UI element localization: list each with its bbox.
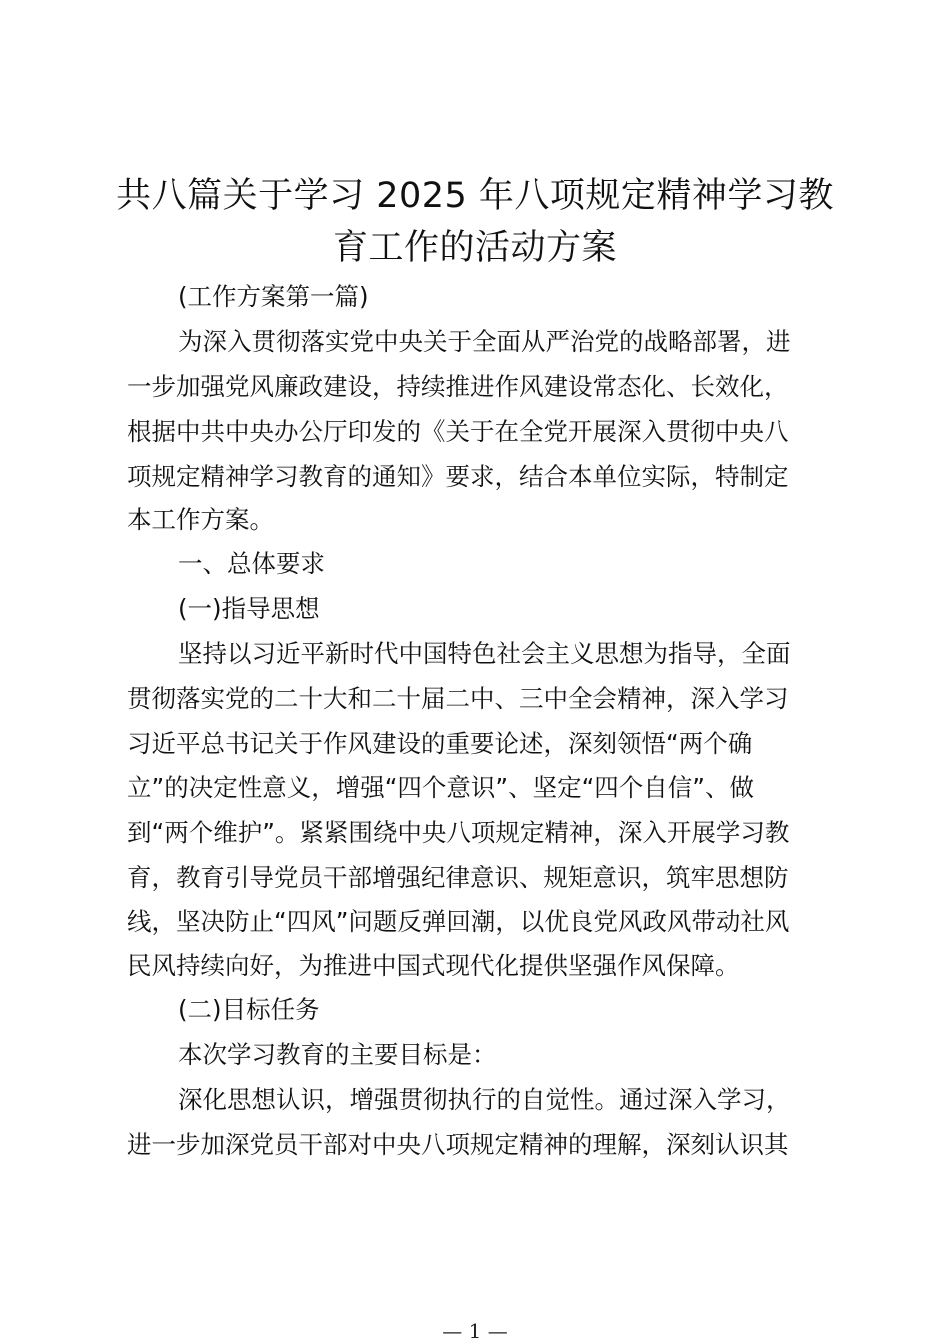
paragraph-line: 到“两个维护”。紧紧围绕中央八项规定精神，深入开展学习教 — [127, 818, 790, 847]
paragraph-line: 本次学习教育的主要目标是： — [178, 1040, 497, 1069]
document-title-line-1: 共八篇关于学习 2025 年八项规定精神学习教 — [116, 176, 834, 216]
paragraph-line: 立”的决定性意义，增强“四个意识”、坚定“四个自信”、做 — [127, 773, 754, 802]
paragraph-line: 习近平总书记关于作风建设的重要论述，深刻领悟“两个确 — [127, 729, 753, 758]
paragraph-line: 育，教育引导党员干部增强纪律意识、规矩意识，筑牢思想防 — [127, 863, 789, 892]
subsection-heading: (二)目标任务 — [178, 995, 320, 1024]
paragraph-line: 进一步加深党员干部对中央八项规定精神的理解，深刻认识其 — [127, 1130, 789, 1159]
paragraph-line: 为深入贯彻落实党中央关于全面从严治党的战略部署，进 — [178, 327, 791, 356]
paragraph-line: 坚持以习近平新时代中国特色社会主义思想为指导，全面 — [178, 639, 791, 668]
paragraph-line: 民风持续向好，为推进中国式现代化提供坚强作风保障。 — [127, 951, 740, 980]
paragraph-line: 项规定精神学习教育的通知》要求，结合本单位实际，特制定 — [127, 462, 789, 491]
paragraph-line: 一步加强党风廉政建设，持续推进作风建设常态化、长效化， — [127, 372, 789, 401]
paragraph-line: 本工作方案。 — [127, 505, 274, 534]
paragraph-line: 根据中共中央办公厅印发的《关于在全党开展深入贯彻中央八 — [127, 417, 789, 446]
page-number: — 1 — — [442, 1319, 508, 1343]
paragraph-line: 深化思想认识，增强贯彻执行的自觉性。通过深入学习， — [178, 1085, 791, 1114]
subsection-heading: (一)指导思想 — [178, 594, 320, 623]
paragraph-line: 线，坚决防止“四风”问题反弹回潮，以优良党风政风带动社风 — [127, 907, 790, 936]
document-title-line-2: 育工作的活动方案 — [332, 228, 617, 268]
paragraph-line: 贯彻落实党的二十大和二十届二中、三中全会精神，深入学习 — [127, 684, 789, 713]
section-subtitle: (工作方案第一篇) — [178, 282, 369, 311]
section-heading: 一、总体要求 — [178, 549, 325, 578]
